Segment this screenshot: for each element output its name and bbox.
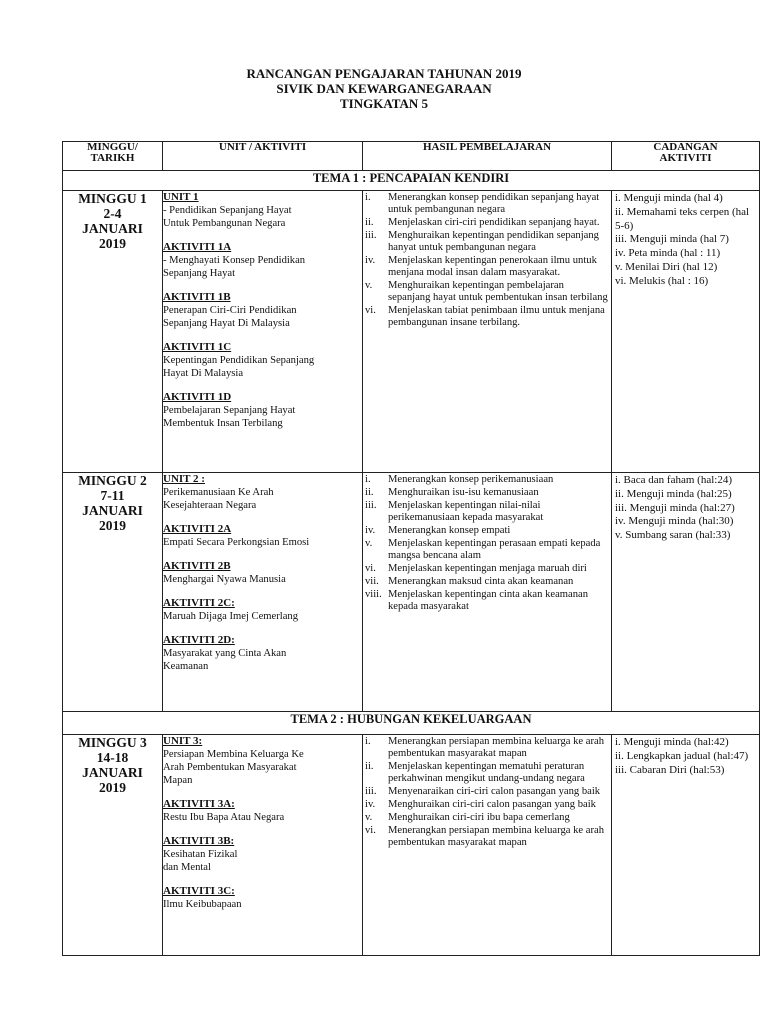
outcome-number: i. xyxy=(365,474,371,485)
unit-description-line: Keamanan xyxy=(163,661,209,672)
suggested-activities-list xyxy=(612,191,759,289)
col-learning-outcomes: HASIL PEMBELAJARAN xyxy=(363,142,612,171)
outcome-item xyxy=(365,500,608,524)
suggested-activities-list xyxy=(612,473,759,543)
unit-title: AKTIVITI 1C xyxy=(163,341,232,353)
unit-description-line: - Menghayati Konsep Pendidikan xyxy=(163,255,306,266)
date-range: 14-18 xyxy=(96,750,129,765)
suggested-activities-cell xyxy=(612,191,760,473)
col-suggested-activities xyxy=(612,142,760,171)
outcome-text: Menjelaskan kepentingan nilai-nilai perikemanusiaan kepada masyarakat xyxy=(388,500,544,523)
outcome-item xyxy=(365,736,608,760)
unit-description-line: Sepanjang Hayat xyxy=(163,268,236,279)
suggested-activities-cell xyxy=(612,473,760,712)
unit-activity-cell xyxy=(163,473,363,712)
outcome-item xyxy=(365,589,608,613)
unit-description-line: Kesejahteraan Negara xyxy=(163,500,257,511)
suggested-activity-item: i. Menguji minda (hal 4) xyxy=(615,192,723,204)
doc-title: RANCANGAN PENGAJARAN TAHUNAN 2019 xyxy=(246,66,522,81)
outcome-text: Menghuraikan kepentingan pendidikan sepanjang hanyat untuk pembangunan negara xyxy=(388,230,599,253)
month: JANUARI xyxy=(82,765,143,780)
outcome-text: Menghuraikan isu-isu kemanusiaan xyxy=(388,487,539,498)
suggested-activities-cell xyxy=(612,735,760,956)
unit-block xyxy=(163,341,362,380)
suggested-activity-item: ii. Menguji minda (hal:25) xyxy=(615,487,732,500)
outcome-item xyxy=(365,280,608,304)
doc-form-level: TINGKATAN 5 xyxy=(340,96,428,111)
week-date-cell xyxy=(63,735,163,956)
outcome-number: i. xyxy=(365,192,371,203)
unit-title: UNIT 1 xyxy=(163,191,199,203)
unit-block xyxy=(163,560,362,586)
outcome-item xyxy=(365,487,608,499)
month: JANUARI xyxy=(82,221,143,236)
outcome-text: Menjelaskan kepentingan perasaan empati kepada mangsa bencana alam xyxy=(388,538,601,561)
unit-title: AKTIVITI 2C: xyxy=(163,597,235,609)
unit-title: AKTIVITI 3B: xyxy=(163,835,235,847)
unit-description-line: Kesihatan Fizikal xyxy=(163,849,238,860)
outcome-text: Menerangkan konsep empati xyxy=(388,525,511,536)
unit-description-line: Persiapan Membina Keluarga Ke xyxy=(163,749,304,760)
suggested-activities-list xyxy=(612,735,759,777)
unit-title: AKTIVITI 3A: xyxy=(163,798,235,810)
col-suggested-label: CADANGAN xyxy=(653,141,718,153)
suggested-activity-item: vi. Melukis (hal : 16) xyxy=(615,274,709,287)
col-week-label: MINGGU/ xyxy=(87,141,138,153)
unit-title: UNIT 2 : xyxy=(163,473,205,485)
unit-block xyxy=(163,798,362,824)
unit-block xyxy=(163,835,362,874)
outcome-item xyxy=(365,761,608,785)
outcome-number: viii. xyxy=(365,589,382,600)
suggested-activity-item: iv. Peta minda (hal : 11) xyxy=(615,247,721,260)
outcome-text: Menjelaskan tabiat penimbaan ilmu untuk menjana pembangunan insane terbilang. xyxy=(388,305,605,328)
week-label: MINGGU 1 xyxy=(78,191,147,206)
unit-description-line: Menghargai Nyawa Manusia xyxy=(163,574,286,585)
unit-title: AKTIVITI 2A xyxy=(163,523,232,535)
unit-block xyxy=(163,241,362,280)
outcome-text: Menjelaskan ciri-ciri pendidikan sepanjang hayat. xyxy=(388,217,600,228)
doc-subject: SIVIK DAN KEWARGANEGARAAN xyxy=(276,81,492,96)
unit-description-line: Arah Pembentukan Masyarakat xyxy=(163,762,297,773)
outcome-item xyxy=(365,525,608,537)
unit-description-line: Restu Ibu Bapa Atau Negara xyxy=(163,812,285,823)
outcome-number: vi. xyxy=(365,563,376,574)
unit-title: AKTIVITI 1B xyxy=(163,291,231,303)
unit-block xyxy=(163,634,362,673)
year: 2019 xyxy=(99,236,126,251)
week-label: MINGGU 2 xyxy=(78,473,147,488)
suggested-activity-item: iii. Menguji minda (hal 7) xyxy=(615,233,729,246)
outcome-number: iii. xyxy=(365,500,377,511)
theme-1-title: TEMA 1 : PENCAPAIAN KENDIRI xyxy=(63,171,760,191)
outcome-number: vi. xyxy=(365,305,376,316)
col-activities-label: AKTIVITI xyxy=(659,152,712,164)
unit-description-line: Ilmu Keibubapaan xyxy=(163,899,242,910)
outcome-text: Menghuraikan ciri-ciri calon pasangan yang baik xyxy=(388,799,596,810)
suggested-activity-item: iv. Menguji minda (hal:30) xyxy=(615,515,734,528)
unit-block xyxy=(163,885,362,911)
outcome-number: v. xyxy=(365,280,373,291)
unit-description-line: Hayat Di Malaysia xyxy=(163,368,244,379)
week-row xyxy=(63,473,760,712)
unit-description-line: Sepanjang Hayat Di Malaysia xyxy=(163,318,290,329)
outcome-number: i. xyxy=(365,736,371,747)
outcome-text: Menjelaskan kepentingan mematuhi peraturan perkahwinan mengikut undang-undang negara xyxy=(388,761,585,784)
unit-block xyxy=(163,735,362,787)
outcome-number: vii. xyxy=(365,576,379,587)
week-label: MINGGU 3 xyxy=(78,735,147,750)
suggested-activity-item: i. Menguji minda (hal:42) xyxy=(615,736,729,748)
outcome-item xyxy=(365,192,608,216)
suggested-activity-item: ii. Memahami teks cerpen (hal 5-6) xyxy=(615,205,750,232)
outcomes-list xyxy=(363,191,611,329)
unit-description-line: Kepentingan Pendidikan Sepanjang xyxy=(163,355,315,366)
unit-description-line: Membentuk Insan Terbilang xyxy=(163,418,283,429)
week-date-cell xyxy=(63,191,163,473)
outcome-text: Menjelaskan kepentingan menjaga maruah diri xyxy=(388,563,587,574)
unit-activity-cell xyxy=(163,191,363,473)
unit-block xyxy=(163,523,362,549)
unit-title: AKTIVITI 2D: xyxy=(163,634,235,646)
date-range: 7-11 xyxy=(100,488,125,503)
unit-description-line: Mapan xyxy=(163,775,193,786)
outcome-number: v. xyxy=(365,812,373,823)
suggested-activity-item: i. Baca dan faham (hal:24) xyxy=(615,474,732,486)
theme-2-title: TEMA 2 : HUBUNGAN KEKELUARGAAN xyxy=(63,712,760,735)
outcome-item xyxy=(365,538,608,562)
outcome-item xyxy=(365,786,608,798)
learning-outcomes-cell xyxy=(363,735,612,956)
outcome-text: Menjelaskan kepentingan penerokaan ilmu untuk menjana modal insan dalam masyarakat. xyxy=(388,255,597,278)
outcome-text: Menghuraikan kepentingan pembelajaran sepanjang hayat untuk pembentukan insan terbilang xyxy=(388,280,608,303)
unit-description-line: Perikemanusiaan Ke Arah xyxy=(163,487,274,498)
outcome-text: Menyenaraikan ciri-ciri calon pasangan yang baik xyxy=(388,786,601,797)
learning-outcomes-cell xyxy=(363,473,612,712)
outcome-number: iii. xyxy=(365,230,377,241)
outcome-item xyxy=(365,474,608,486)
outcome-item xyxy=(365,305,608,329)
outcome-number: vi. xyxy=(365,825,376,836)
unit-block xyxy=(163,191,362,230)
theme-row xyxy=(63,171,760,191)
unit-title: AKTIVITI 3C: xyxy=(163,885,235,897)
unit-description-line: - Pendidikan Sepanjang Hayat xyxy=(163,205,292,216)
unit-description-line: Pembelajaran Sepanjang Hayat xyxy=(163,405,296,416)
date-range: 2-4 xyxy=(103,206,122,221)
suggested-activity-item: iii. Menguji minda (hal:27) xyxy=(615,501,735,514)
week-date-cell xyxy=(63,473,163,712)
unit-block xyxy=(163,291,362,330)
unit-title: AKTIVITI 1A xyxy=(163,241,232,253)
outcome-text: Menerangkan maksud cinta akan keamanan xyxy=(388,576,574,587)
outcome-text: Menerangkan konsep pendidikan sepanjang hayat untuk pembangunan negara xyxy=(388,192,600,215)
unit-description-line: Maruah Dijaga Imej Cemerlang xyxy=(163,611,299,622)
outcomes-list xyxy=(363,735,611,849)
year: 2019 xyxy=(99,518,126,533)
outcomes-list xyxy=(363,473,611,613)
suggested-activity-item: v. Menilai Diri (hal 12) xyxy=(615,260,718,273)
learning-outcomes-cell xyxy=(363,191,612,473)
outcome-item xyxy=(365,217,608,229)
outcome-text: Menghuraikan ciri-ciri ibu bapa cemerlang xyxy=(388,812,570,823)
outcome-number: ii. xyxy=(365,217,374,228)
outcome-item xyxy=(365,799,608,811)
outcome-number: iv. xyxy=(365,525,376,536)
unit-block xyxy=(163,597,362,623)
unit-title: UNIT 3: xyxy=(163,735,203,747)
week-row xyxy=(63,735,760,956)
outcome-number: ii. xyxy=(365,487,374,498)
unit-activity-cell xyxy=(163,735,363,956)
outcome-item xyxy=(365,563,608,575)
outcome-item xyxy=(365,812,608,824)
outcome-text: Menerangkan konsep perikemanusiaan xyxy=(388,474,554,485)
page-header xyxy=(0,66,768,111)
outcome-number: v. xyxy=(365,538,373,549)
outcome-item xyxy=(365,230,608,254)
outcome-item xyxy=(365,255,608,279)
unit-block xyxy=(163,391,362,430)
unit-title: AKTIVITI 1D xyxy=(163,391,232,403)
year: 2019 xyxy=(99,780,126,795)
col-unit-activity: UNIT / AKTIVITI xyxy=(163,142,363,171)
outcome-item xyxy=(365,825,608,849)
lesson-plan-table xyxy=(62,141,760,956)
theme-row xyxy=(63,712,760,735)
outcome-text: Menjelaskan kepentingan cinta akan keamanan kepada masyarakat xyxy=(388,589,589,612)
outcome-text: Menerangkan persiapan membina keluarga ke arah pembentukan masyarakat mapan xyxy=(388,825,604,848)
outcome-text: Menerangkan persiapan membina keluarga ke arah pembentukan masyarakat mapan xyxy=(388,736,604,759)
suggested-activity-item: ii. Lengkapkan jadual (hal:47) xyxy=(615,749,749,762)
month: JANUARI xyxy=(82,503,143,518)
outcome-number: iii. xyxy=(365,786,377,797)
suggested-activity-item: iii. Cabaran Diri (hal:53) xyxy=(615,763,725,776)
outcome-item xyxy=(365,576,608,588)
unit-description-line: Untuk Pembangunan Negara xyxy=(163,218,286,229)
outcome-number: iv. xyxy=(365,255,376,266)
suggested-activity-item: v. Sumbang saran (hal:33) xyxy=(615,529,731,542)
unit-description-line: dan Mental xyxy=(163,862,211,873)
col-date-label: TARIKH xyxy=(90,152,135,164)
col-week-date xyxy=(63,142,163,171)
unit-description-line: Penerapan Ciri-Ciri Pendidikan xyxy=(163,305,297,316)
week-row xyxy=(63,191,760,473)
header-row xyxy=(63,142,760,171)
unit-title: AKTIVITI 2B xyxy=(163,560,231,572)
unit-block xyxy=(163,473,362,512)
outcome-number: ii. xyxy=(365,761,374,772)
unit-description-line: Masyarakat yang Cinta Akan xyxy=(163,648,287,659)
outcome-number: iv. xyxy=(365,799,376,810)
unit-description-line: Empati Secara Perkongsian Emosi xyxy=(163,537,310,548)
